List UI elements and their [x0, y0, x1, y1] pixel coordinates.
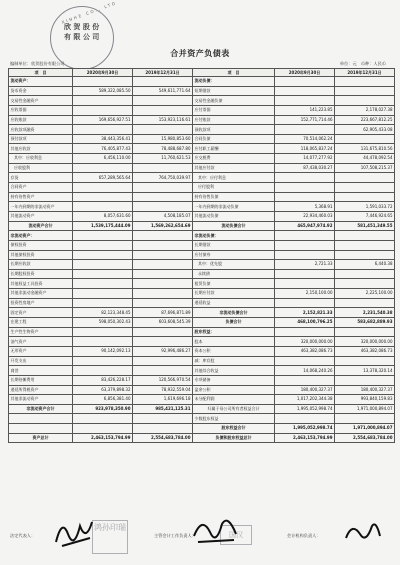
amount-cell: 13,378,320.14	[335, 366, 395, 376]
amount-cell	[73, 96, 133, 106]
amount-cell	[73, 231, 133, 241]
amount-cell	[275, 269, 335, 279]
amount-cell	[133, 183, 193, 193]
amount-cell: 2,554,683,784.00	[133, 433, 193, 443]
amount-cell	[73, 269, 133, 279]
amount-cell	[335, 414, 395, 424]
amount-cell	[73, 424, 133, 434]
seal-text	[64, 22, 124, 42]
amount-cell	[275, 231, 335, 241]
table-row	[9, 327, 395, 337]
item-label-cell: 其他综合收益	[193, 366, 275, 376]
table-row	[9, 404, 395, 414]
table-row	[9, 125, 395, 135]
table-header-row	[9, 69, 395, 77]
amount-cell: 63,379,898.32	[73, 385, 133, 395]
item-label-cell: 其中：优先股	[193, 260, 275, 270]
table-row	[9, 105, 395, 115]
table-row	[9, 134, 395, 144]
amount-cell	[133, 240, 193, 250]
item-label-cell: 油气资产	[9, 337, 73, 347]
amount-cell: 1,995,052,998.74	[275, 424, 335, 434]
amount-cell	[73, 279, 133, 289]
amount-cell: 6,856,381.40	[73, 395, 133, 405]
item-label-cell: 股东权益：	[193, 327, 275, 337]
header-cell: 2020年9月30日	[275, 69, 335, 77]
amount-cell: 7,446,924.65	[335, 211, 395, 221]
table-row	[9, 385, 395, 395]
table-row	[9, 433, 395, 443]
amount-cell	[73, 414, 133, 424]
footer-legal-rep: 法定代表人：	[10, 533, 36, 538]
amount-cell	[133, 356, 193, 366]
item-label-cell: 在建工程	[9, 318, 73, 328]
amount-cell	[133, 414, 193, 424]
item-label-cell: 股东权益合计	[193, 424, 275, 434]
amount-cell: 62,905,433.08	[335, 125, 395, 135]
amount-cell: 78,488,687.80	[133, 144, 193, 154]
item-label-cell: 应付账款	[193, 115, 275, 125]
amount-cell	[73, 105, 133, 115]
item-label-cell: 交易性金融资产	[9, 96, 73, 106]
item-label-cell: 预付款项	[9, 134, 73, 144]
table-row	[9, 183, 395, 193]
amount-cell: 4,508,185.07	[133, 211, 193, 221]
amount-cell	[133, 125, 193, 135]
amount-cell: 8,057,631.60	[73, 211, 133, 221]
item-label-cell: 其他非流动金融资产	[9, 289, 73, 299]
amount-cell	[275, 86, 335, 96]
table-row	[9, 337, 395, 347]
amount-cell: 22,934,460.03	[275, 211, 335, 221]
item-label-cell: 一年内到期的非流动资产	[9, 202, 73, 212]
amount-cell	[275, 183, 335, 193]
amount-cell: 2,554,683,784.00	[335, 433, 395, 443]
amount-cell	[133, 250, 193, 260]
amount-cell: 923,978,350.90	[73, 404, 133, 414]
amount-cell: 83,426,228.17	[73, 375, 133, 385]
amount-cell: 6,456,110.00	[73, 154, 133, 164]
amount-cell: 87,438,030.27	[275, 163, 335, 173]
amount-cell	[335, 327, 395, 337]
item-label-cell: 流动资产：	[9, 77, 73, 87]
item-label-cell: 负债和股东权益总计	[193, 433, 275, 443]
amount-cell	[73, 163, 133, 173]
amount-cell	[275, 77, 335, 87]
amount-cell: 2,463,153,794.99	[275, 433, 335, 443]
table-row	[9, 269, 395, 279]
amount-cell	[73, 337, 133, 347]
item-label-cell	[9, 414, 73, 424]
amount-cell: 1,017,202,344.38	[275, 395, 335, 405]
item-label-cell: 短期借款	[193, 86, 275, 96]
amount-cell: 2,721.33	[275, 260, 335, 270]
amount-cell: 5,368.91	[275, 202, 335, 212]
amount-cell: 603,608,545.39	[133, 318, 193, 328]
item-label-cell: 长期借款	[193, 240, 275, 250]
item-label-cell: 货币资金	[9, 86, 73, 96]
header-cell: 2019年12月31日	[335, 69, 395, 77]
amount-cell: 14,077,277.92	[275, 154, 335, 164]
amount-cell: 153,923,116.61	[133, 115, 193, 125]
table-row	[9, 144, 395, 154]
amount-cell	[73, 125, 133, 135]
header-cell: 项 目	[9, 69, 73, 77]
item-label-cell: 交易性金融负债	[193, 96, 275, 106]
amount-cell: 320,000,000.00	[275, 337, 335, 347]
item-label-cell: 一年内到期的非流动负债	[193, 202, 275, 212]
item-label-cell: 非流动资产合计	[9, 404, 73, 414]
amount-cell: 465,947,974.92	[275, 221, 335, 231]
item-label-cell: 其中：应付利息	[193, 173, 275, 183]
amount-cell	[335, 279, 395, 289]
page-title: 合并资产负债表	[170, 49, 230, 58]
amount-cell: 320,000,000.00	[335, 337, 395, 347]
amount-cell	[335, 173, 395, 183]
item-label-cell: 其他非流动资产	[9, 395, 73, 405]
amount-cell	[335, 192, 395, 202]
table-row	[9, 211, 395, 221]
amount-cell	[133, 327, 193, 337]
item-label-cell: 生产性生物资产	[9, 327, 73, 337]
item-label-cell: 盈余公积	[193, 385, 275, 395]
amount-cell	[335, 356, 395, 366]
header-cell: 2020年9月30日	[73, 69, 133, 77]
amount-cell	[133, 298, 193, 308]
item-label-cell: 其中：应收利息	[9, 154, 73, 164]
amount-cell	[133, 279, 193, 289]
amount-cell: 2,178,027.38	[335, 105, 395, 115]
amount-cell: 92,996,486.27	[133, 346, 193, 356]
amount-cell	[73, 202, 133, 212]
amount-cell	[133, 424, 193, 434]
amount-cell	[275, 298, 335, 308]
item-label-cell: 开发支出	[9, 356, 73, 366]
item-label-cell: 持有待售资产	[9, 192, 73, 202]
amount-cell	[73, 327, 133, 337]
amount-cell: 87,696,871.89	[133, 308, 193, 318]
item-label-cell: 非流动负债：	[193, 231, 275, 241]
amount-cell: 90,142,092.13	[73, 346, 133, 356]
item-label-cell: 应收股利	[9, 163, 73, 173]
amount-cell: 169,656,927.51	[73, 115, 133, 125]
item-label-cell: 投资性房地产	[9, 298, 73, 308]
amount-cell: 764,750,039.97	[133, 173, 193, 183]
table-row	[9, 298, 395, 308]
amount-cell	[335, 250, 395, 260]
amount-cell	[73, 298, 133, 308]
amount-cell	[133, 192, 193, 202]
amount-cell	[73, 183, 133, 193]
item-label-cell: 债权投资	[9, 240, 73, 250]
table-row	[9, 250, 395, 260]
amount-cell	[275, 125, 335, 135]
amount-cell	[275, 356, 335, 366]
item-label-cell: 商誉	[9, 366, 73, 376]
amount-cell: 14,068,240.26	[275, 366, 335, 376]
item-label-cell: 非流动资产：	[9, 231, 73, 241]
signature-legal-rep	[52, 512, 100, 552]
amount-cell: 2,225,100.00	[335, 289, 395, 299]
stamp-a: 鸿孙印瑞	[92, 520, 128, 554]
amount-cell: 463,382,086.73	[275, 346, 335, 356]
amount-cell: 598,050,302.43	[73, 318, 133, 328]
amount-cell	[335, 231, 395, 241]
seal-line-1: 欣 贺 股 份	[64, 23, 100, 31]
item-label-cell: 固定资产	[9, 308, 73, 318]
amount-cell	[275, 250, 335, 260]
amount-cell	[335, 240, 395, 250]
amount-cell	[275, 192, 335, 202]
table-row	[9, 279, 395, 289]
item-label-cell: 预收款项	[193, 125, 275, 135]
item-label-cell: 少数股东权益	[193, 414, 275, 424]
amount-cell	[73, 289, 133, 299]
table-row	[9, 308, 395, 318]
amount-cell	[335, 298, 395, 308]
item-label-cell: 应付股利	[193, 183, 275, 193]
amount-cell	[73, 77, 133, 87]
item-label-cell	[9, 424, 73, 434]
amount-cell: 1,591,033.72	[335, 202, 395, 212]
amount-cell	[133, 231, 193, 241]
table-row	[9, 424, 395, 434]
item-label-cell: 资产总计	[9, 433, 73, 443]
table-row	[9, 77, 395, 87]
table-row	[9, 231, 395, 241]
amount-cell	[335, 269, 395, 279]
amount-cell	[133, 289, 193, 299]
item-label-cell: 归属于母公司所有者权益合计	[193, 404, 275, 414]
amount-cell	[133, 337, 193, 347]
item-label-cell: 存货	[9, 173, 73, 183]
item-label-cell: 非流动负债合计	[193, 308, 275, 318]
footer-accounting-head: 会计机构负责人：	[287, 533, 321, 538]
header-cell: 项 目	[193, 69, 275, 77]
table-row	[9, 366, 395, 376]
item-label-cell: 递延收益	[193, 298, 275, 308]
amount-cell: 131,675,810.56	[335, 144, 395, 154]
amount-cell: 2,231,540.38	[335, 308, 395, 318]
item-label-cell: 持有待售负债	[193, 192, 275, 202]
amount-cell: 468,100,796.25	[275, 318, 335, 328]
item-label-cell: 资本公积	[193, 346, 275, 356]
amount-cell: 1,995,052,998.74	[275, 404, 335, 414]
signature-accounting-head	[342, 518, 382, 548]
table-row	[9, 173, 395, 183]
amount-cell	[275, 96, 335, 106]
amount-cell	[133, 96, 193, 106]
item-label-cell: 其他流动资产	[9, 211, 73, 221]
table-row	[9, 318, 395, 328]
amount-cell	[73, 240, 133, 250]
item-label-cell: 递延所得税资产	[9, 385, 73, 395]
item-label-cell: 流动资产合计	[9, 221, 73, 231]
amount-cell: 993,840,159.83	[335, 395, 395, 405]
table-row	[9, 346, 395, 356]
table-row	[9, 375, 395, 385]
item-label-cell: 合同资产	[9, 183, 73, 193]
amount-cell	[133, 163, 193, 173]
amount-cell: 107,508,215.37	[335, 163, 395, 173]
amount-cell	[335, 96, 395, 106]
amount-cell: 583,682,889.93	[335, 318, 395, 328]
amount-cell: 985,421,125.31	[133, 404, 193, 414]
amount-cell: 70,514,062.24	[275, 134, 335, 144]
item-label-cell: 应付票据	[193, 105, 275, 115]
amount-cell: 141,223.85	[275, 105, 335, 115]
table-row	[9, 192, 395, 202]
table-row	[9, 96, 395, 106]
amount-cell: 1,971,000,894.07	[335, 404, 395, 414]
item-label-cell: 应收款项融资	[9, 125, 73, 135]
amount-cell: 38,443,356.41	[73, 134, 133, 144]
amount-cell	[73, 260, 133, 270]
item-label-cell: 流动负债：	[193, 77, 275, 87]
amount-cell: 1,539,175,444.09	[73, 221, 133, 231]
balance-sheet-table	[8, 68, 395, 443]
amount-cell	[73, 366, 133, 376]
table-row	[9, 221, 395, 231]
amount-cell	[133, 77, 193, 87]
item-label-cell: 长期待摊费用	[9, 375, 73, 385]
stamp-b: 国汉	[220, 525, 252, 545]
amount-cell	[335, 375, 395, 385]
item-label-cell: 长期应付款	[193, 289, 275, 299]
amount-cell	[335, 134, 395, 144]
signature-chief-accountant	[190, 512, 240, 550]
item-label-cell: 减：库存股	[193, 356, 275, 366]
item-label-cell: 其他应付款	[193, 163, 275, 173]
item-label-cell: 负债合计	[193, 318, 275, 328]
amount-cell: 549,611,771.64	[133, 86, 193, 96]
item-label-cell: 其他应收款	[9, 144, 73, 154]
item-label-cell: 应收账款	[9, 115, 73, 125]
amount-cell	[133, 260, 193, 270]
table-row	[9, 395, 395, 405]
amount-cell	[335, 183, 395, 193]
seal-line-2: 有 限 公 司	[64, 33, 100, 41]
amount-cell: 76,405,877.43	[73, 144, 133, 154]
amount-cell: 82,123,348.45	[73, 308, 133, 318]
amount-cell: 118,065,837.24	[275, 144, 335, 154]
amount-cell	[133, 269, 193, 279]
item-label-cell: 应付职工薪酬	[193, 144, 275, 154]
amount-cell	[275, 279, 335, 289]
item-label-cell: 长期应收款	[9, 260, 73, 270]
amount-cell: 223,667,812.25	[335, 115, 395, 125]
amount-cell	[133, 366, 193, 376]
amount-cell	[73, 250, 133, 260]
amount-cell	[275, 327, 335, 337]
amount-cell: 15,980,853.60	[133, 134, 193, 144]
amount-cell	[335, 77, 395, 87]
table-row	[9, 289, 395, 299]
amount-cell	[275, 173, 335, 183]
item-label-cell: 专项储备	[193, 375, 275, 385]
amount-cell: 180,400,327.37	[275, 385, 335, 395]
seal-ring-text: XINHE CO., LTD	[60, 0, 118, 25]
unit-currency: 单位：元 币种：人民币	[339, 61, 386, 66]
amount-cell	[73, 356, 133, 366]
item-label-cell: 股本	[193, 337, 275, 347]
amount-cell: 2,152,821.33	[275, 308, 335, 318]
item-label-cell: 其他权益工具投资	[9, 279, 73, 289]
amount-cell: 1,619,696.18	[133, 395, 193, 405]
table-row	[9, 356, 395, 366]
amount-cell: 78,932,559.04	[133, 385, 193, 395]
item-label-cell: 应付债券	[193, 250, 275, 260]
amount-cell	[133, 105, 193, 115]
amount-cell: 581,451,349.55	[335, 221, 395, 231]
table-row	[9, 163, 395, 173]
item-label-cell: 合同负债	[193, 134, 275, 144]
item-label-cell: 流动负债合计	[193, 221, 275, 231]
amount-cell: 6,440.38	[335, 260, 395, 270]
item-label-cell: 永续债	[193, 269, 275, 279]
amount-cell	[335, 86, 395, 96]
amount-cell: 180,400,327.37	[335, 385, 395, 395]
amount-cell: 44,478,092.54	[335, 154, 395, 164]
amount-cell: 2,150,100.00	[275, 289, 335, 299]
item-label-cell: 租赁负债	[193, 279, 275, 289]
item-label-cell: 其他债权投资	[9, 250, 73, 260]
header-cell: 2019年12月31日	[133, 69, 193, 77]
item-label-cell: 未分配利润	[193, 395, 275, 405]
table-row	[9, 260, 395, 270]
amount-cell: 152,771,714.46	[275, 115, 335, 125]
amount-cell: 463,382,086.73	[335, 346, 395, 356]
item-label-cell: 长期股权投资	[9, 269, 73, 279]
amount-cell: 2,463,153,794.99	[73, 433, 133, 443]
amount-cell	[133, 202, 193, 212]
amount-cell: 120,566,970.54	[133, 375, 193, 385]
amount-cell: 1,971,000,894.07	[335, 424, 395, 434]
amount-cell: 657,289,565.64	[73, 173, 133, 183]
preparing-unit: 编制单位：欣贺股份有限公司	[10, 61, 65, 66]
table-row	[9, 202, 395, 212]
table-row	[9, 154, 395, 164]
table-row	[9, 86, 395, 96]
amount-cell	[275, 414, 335, 424]
amount-cell	[275, 240, 335, 250]
footer-chief-accountant: 主管会计工作负责人：	[154, 533, 196, 538]
amount-cell	[275, 375, 335, 385]
item-label-cell: 应收票据	[9, 105, 73, 115]
item-label-cell: 应交税费	[193, 154, 275, 164]
table-row	[9, 240, 395, 250]
item-label-cell: 其他流动负债	[193, 211, 275, 221]
amount-cell: 589,322,085.50	[73, 86, 133, 96]
table-row	[9, 414, 395, 424]
item-label-cell: 无形资产	[9, 346, 73, 356]
table-row	[9, 115, 395, 125]
amount-cell	[73, 192, 133, 202]
amount-cell: 11,760,621.53	[133, 154, 193, 164]
amount-cell: 1,569,262,654.69	[133, 221, 193, 231]
